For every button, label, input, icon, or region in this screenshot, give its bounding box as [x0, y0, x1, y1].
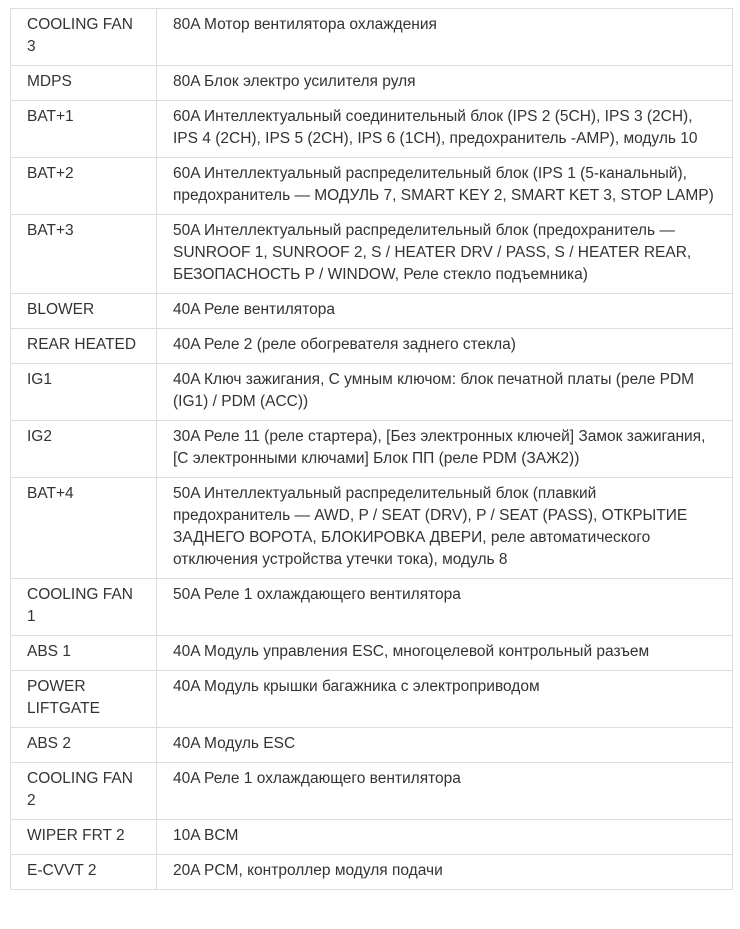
fuse-name-cell: IG1	[11, 364, 157, 421]
fuse-desc-line: 40A Модуль крышки багажника с электроприводом	[173, 678, 540, 695]
fuse-desc-line: 60A Интеллектуальный соединительный блок (IPS 2 (5CH), IPS 3 (2CH), IPS 4 (2CH), IPS 5 (2CH), IPS 6 (1CH), предохранитель -AMP), модуль 10	[173, 108, 698, 147]
fuse-name-cell: IG2	[11, 421, 157, 478]
fuse-desc-cell	[157, 101, 733, 158]
fuse-desc-line: 20A PCM, контроллер модуля подачи	[173, 862, 443, 879]
fuse-desc-line: 50A Интеллектуальный распределительный блок (плавкий предохранитель — AWD, P / SEAT (DRV), P / SEAT (PASS), ОТКРЫТИЕ ЗАДНЕГО ВОРОТА, БЛОКИРОВКА ДВЕРИ, реле автоматического отключения устройства утечки тока), модуль 8	[173, 485, 688, 568]
table-row	[11, 364, 733, 421]
fuse-desc-cell	[157, 728, 733, 763]
fuse-name-cell: WIPER FRT 2	[11, 820, 157, 855]
fuse-desc-cell	[157, 421, 733, 478]
fuse-desc-cell	[157, 855, 733, 890]
fuse-name-cell: E-CVVT 2	[11, 855, 157, 890]
fuse-name-cell: POWER LIFTGATE	[11, 671, 157, 728]
table-row	[11, 820, 733, 855]
table-row	[11, 9, 733, 66]
fuse-desc-line: 80A Блок электро усилителя руля	[173, 73, 416, 90]
table-row	[11, 294, 733, 329]
table-row	[11, 636, 733, 671]
fuse-name-cell: BAT+4	[11, 478, 157, 579]
fuse-desc-cell	[157, 820, 733, 855]
fuse-desc-cell	[157, 329, 733, 364]
table-row	[11, 478, 733, 579]
fuse-name-cell: COOLING FAN 3	[11, 9, 157, 66]
table-row	[11, 158, 733, 215]
fuse-name-cell: ABS 2	[11, 728, 157, 763]
table-row	[11, 101, 733, 158]
fuse-name-cell: BAT+3	[11, 215, 157, 294]
table-row	[11, 855, 733, 890]
fuse-desc-cell	[157, 9, 733, 66]
fuse-desc-cell	[157, 364, 733, 421]
fuse-desc-cell	[157, 215, 733, 294]
fuse-desc-line: 80A Мотор вентилятора охлаждения	[173, 16, 437, 33]
fuse-name-cell: BAT+2	[11, 158, 157, 215]
table-row	[11, 66, 733, 101]
fuse-desc-cell	[157, 158, 733, 215]
fuse-desc-line: 30A Реле 11 (реле стартера), [Без электронных ключей] Замок зажигания,	[173, 428, 706, 445]
table-row	[11, 579, 733, 636]
fuse-desc-line: 40A Модуль управления ESC, многоцелевой контрольный разъем	[173, 643, 650, 660]
fuse-desc-cell	[157, 294, 733, 329]
table-row	[11, 671, 733, 728]
fuse-desc-line: 40A Реле вентилятора	[173, 301, 335, 318]
fuse-desc-cell	[157, 671, 733, 728]
table-row	[11, 421, 733, 478]
fuse-desc-line: 50A Интеллектуальный распределительный блок (предохранитель — SUNROOF 1, SUNROOF 2, S / HEATER DRV / PASS, S / HEATER REAR, БЕЗОПАСНОСТЬ P / WINDOW, Реле стекло подъемника)	[173, 222, 692, 283]
fuse-desc-line: 50A Реле 1 охлаждающего вентилятора	[173, 586, 461, 603]
fuse-desc-line: 40A Реле 2 (реле обогревателя заднего стекла)	[173, 336, 516, 353]
fuse-table	[10, 8, 733, 890]
fuse-desc-line: 60A Интеллектуальный распределительный блок (IPS 1 (5-канальный), предохранитель — МОДУЛЬ 7, SMART KEY 2, SMART KET 3, STOP LAMP)	[173, 165, 714, 204]
fuse-name-cell: REAR HEATED	[11, 329, 157, 364]
table-row	[11, 728, 733, 763]
fuse-desc-line: [С электронными ключами] Блок ПП (реле PDM (ЗАЖ2))	[173, 450, 580, 467]
table-row	[11, 329, 733, 364]
fuse-name-cell: ABS 1	[11, 636, 157, 671]
fuse-table-body	[11, 9, 733, 890]
fuse-desc-cell	[157, 579, 733, 636]
fuse-desc-cell	[157, 636, 733, 671]
fuse-name-cell: COOLING FAN 2	[11, 763, 157, 820]
fuse-desc-line: 40A Реле 1 охлаждающего вентилятора	[173, 770, 461, 787]
fuse-desc-line: 10A BCM	[173, 827, 239, 844]
fuse-desc-line: 40A Ключ зажигания, С умным ключом: блок печатной платы (реле PDM (IG1) / PDM (ACC))	[173, 371, 695, 410]
fuse-desc-cell	[157, 763, 733, 820]
fuse-name-cell: MDPS	[11, 66, 157, 101]
fuse-name-cell: BAT+1	[11, 101, 157, 158]
fuse-name-cell: COOLING FAN 1	[11, 579, 157, 636]
table-row	[11, 763, 733, 820]
fuse-name-cell: BLOWER	[11, 294, 157, 329]
fuse-desc-line: 40A Модуль ESC	[173, 735, 296, 752]
fuse-desc-cell	[157, 66, 733, 101]
table-row	[11, 215, 733, 294]
fuse-desc-cell	[157, 478, 733, 579]
